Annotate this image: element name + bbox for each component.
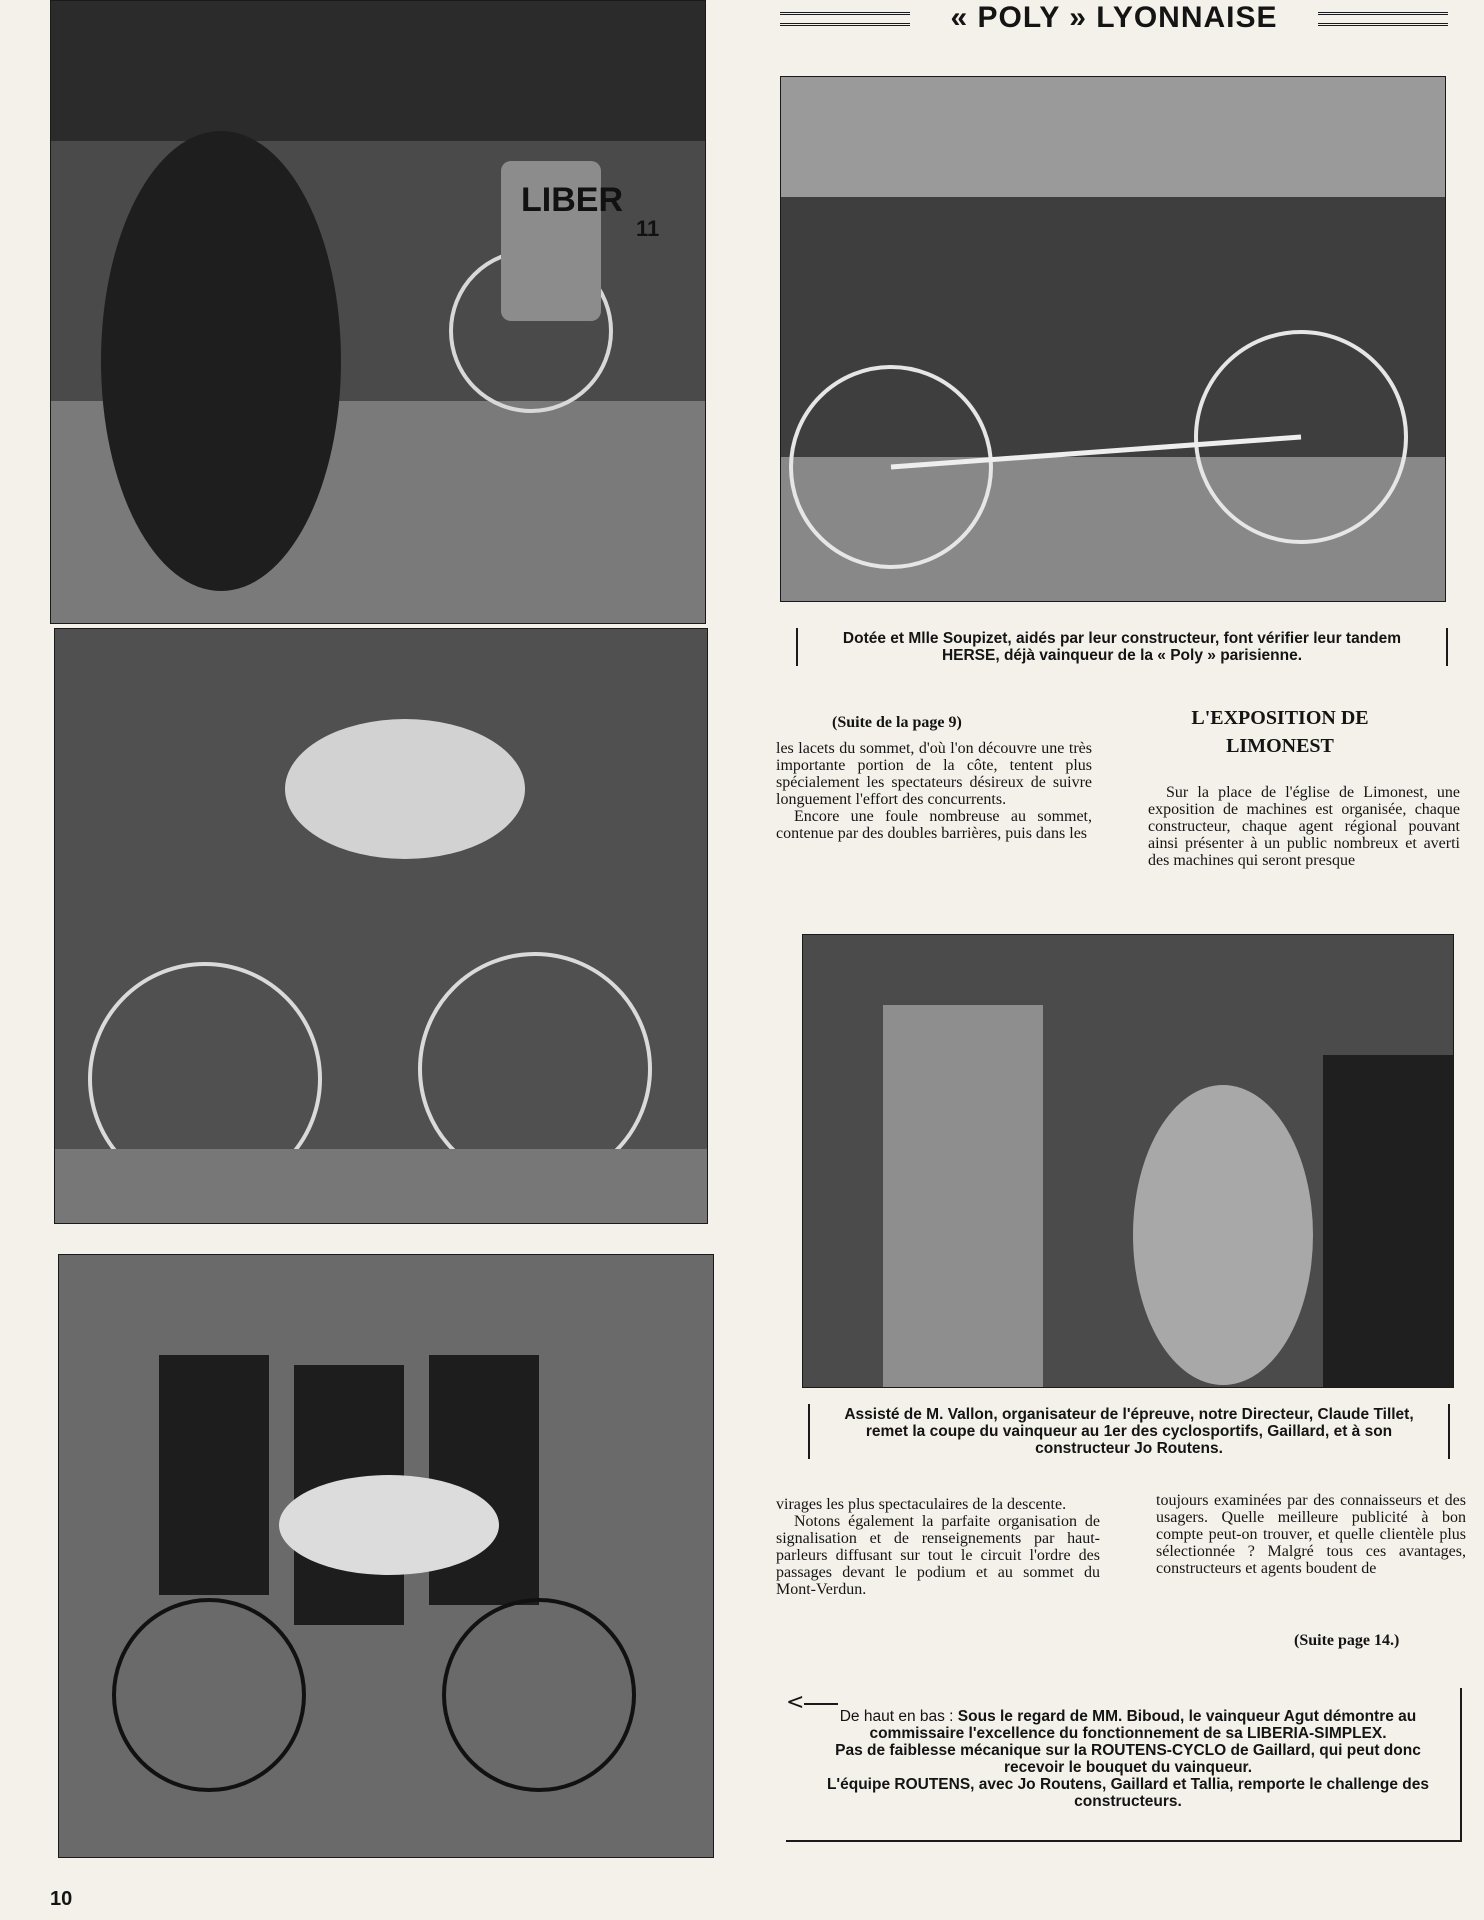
photo-routens-team: [58, 1254, 714, 1858]
caption-line: L'équipe ROUTENS, avec Jo Routens, Gaillard et Tallia, remporte le challenge des constructeurs.: [826, 1776, 1430, 1810]
rider-bib-number: 11: [636, 216, 660, 241]
article-paragraph: les lacets du sommet, d'où l'on découvre une très importante portion de la côte, tentent plus spécialement les spectateurs désireux de suivre longuement l'effort des concurrents.: [776, 740, 1092, 808]
article-paragraph: Encore une foule nombreuse au sommet, contenue par des doubles barrières, puis dans les: [776, 808, 1092, 842]
article-column-3: [776, 1496, 1100, 1598]
photo-bouquet-routens-cyclo: [54, 628, 708, 1224]
article-column-1: [776, 740, 1092, 842]
caption-line: Pas de faiblesse mécanique sur la ROUTENS-CYCLO de Gaillard, qui peut donc recevoir le bouquet du vainqueur.: [835, 1742, 1421, 1776]
page-number: 10: [50, 1888, 73, 1910]
article-column-2: [1148, 784, 1460, 869]
caption-photo-sequence: [786, 1688, 1462, 1842]
arrow-shaft: [804, 1703, 838, 1705]
masthead-rule-left: [780, 12, 910, 26]
section-heading-exposition: L'EXPOSITION DE LIMONEST: [1191, 707, 1369, 757]
continued-from-label: (Suite de la page 9): [832, 714, 962, 731]
photo-cup-handover: [802, 934, 1454, 1388]
article-paragraph: toujours examinées par des connaisseurs et des usagers. Quelle meilleure publicité à bon compte peut-on trouver, et quelle clientèle plus sélectionnée ? Malgré tous ces avantages, constructeurs et agents boudent de: [1156, 1492, 1466, 1577]
article-paragraph: virages les plus spectaculaires de la descente.: [776, 1496, 1067, 1513]
caption-photo-sequence-text: [816, 1708, 1440, 1810]
photo-bike-inspection: [50, 0, 706, 624]
caption-tandem: Dotée et Mlle Soupizet, aidés par leur constructeur, font vérifier leur tandem HERSE, déjà vainqueur de la « Poly » parisienne.: [796, 628, 1448, 666]
photo-tandem: [780, 76, 1446, 602]
masthead-rule-right: [1318, 12, 1448, 26]
article-paragraph: Sur la place de l'église de Limonest, une exposition de machines est organisée, chaque constructeur, chaque agent régional pouvant ainsi présenter à un public nombreux et averti des machines qui seront presque: [1148, 784, 1460, 869]
caption-cup-handover: Assisté de M. Vallon, organisateur de l'épreuve, notre Directeur, Claude Tillet, remet la coupe du vainqueur au 1er des cyclosportifs, Gaillard, et à son constructeur Jo Routens.: [808, 1404, 1450, 1459]
masthead: [780, 0, 1448, 38]
page-title: « POLY » LYONNAISE: [950, 1, 1278, 34]
article-column-4: [1156, 1492, 1466, 1577]
arrow-left-icon: <: [786, 1690, 805, 1715]
caption-line: Sous le regard de MM. Biboud, le vainqueur Agut démontre au commissaire l'excellence du fonctionnement de sa LIBERIA-SIMPLEX.: [869, 1708, 1417, 1742]
jersey-lettering: LIBER: [521, 181, 623, 219]
article-paragraph: Notons également la parfaite organisation de signalisation et de renseignements par haut-parleurs diffusant sur tout le circuit l'ordre des passages devant le podium et au sommet du Mont-Verdun.: [776, 1513, 1100, 1598]
continued-to-label: (Suite page 14.): [1294, 1632, 1400, 1649]
caption-lead: De haut en bas :: [839, 1708, 954, 1725]
